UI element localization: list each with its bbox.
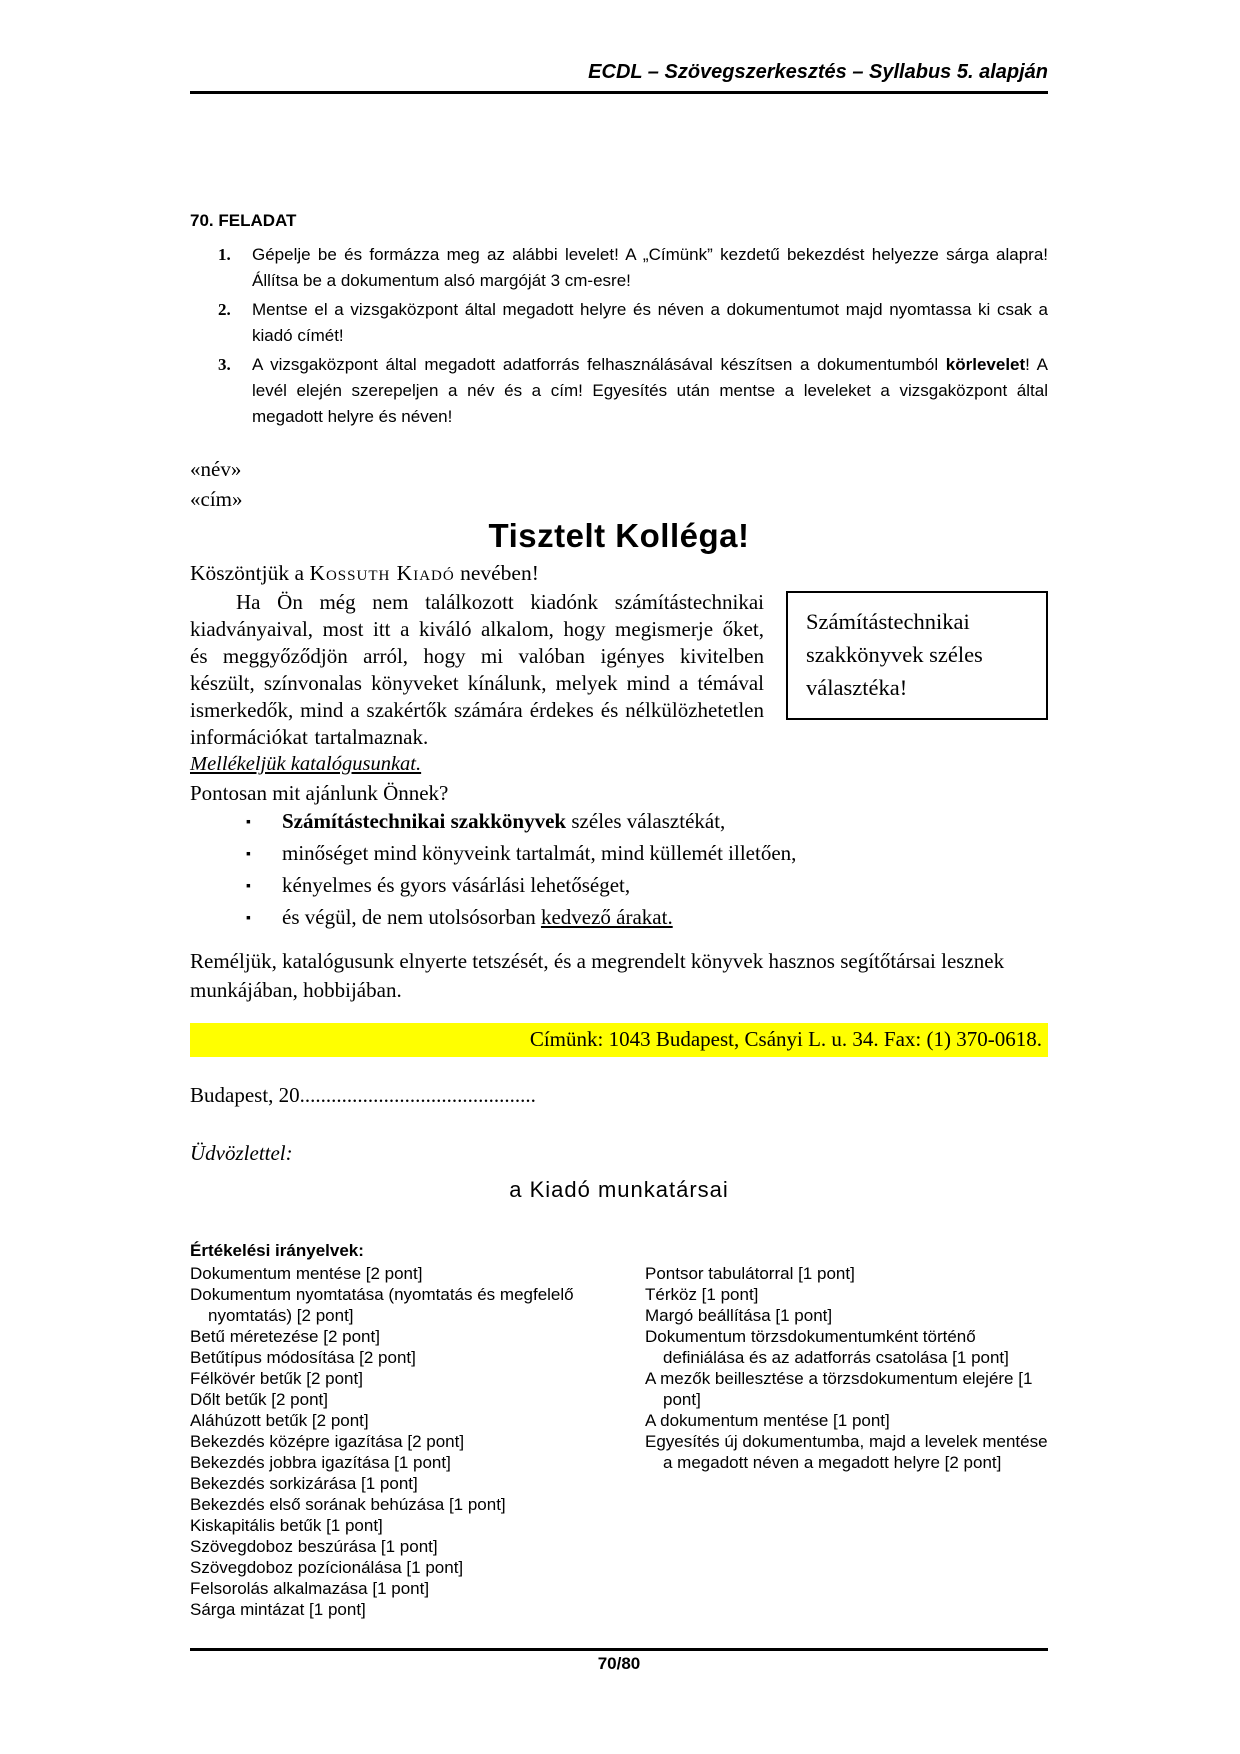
offer-item-text	[282, 841, 796, 865]
greeting-pre: Köszöntjük a	[190, 561, 310, 585]
document-content	[190, 110, 1048, 1620]
page-number: 70/80	[597, 1654, 641, 1673]
evaluation-item: Pontsor tabulátorral [1 pont]	[645, 1264, 855, 1283]
offer-item	[190, 808, 1048, 835]
evaluation-item: Bekezdés jobbra igazítása [1 pont]	[190, 1453, 451, 1472]
task-item-number: 3.	[218, 355, 231, 374]
evaluation-heading: Értékelési irányelvek:	[190, 1241, 364, 1260]
evaluation-item: Szövegdoboz beszúrása [1 pont]	[190, 1537, 438, 1556]
evaluation-item: Dőlt betűk [2 pont]	[190, 1390, 328, 1409]
offer-text-pre: kényelmes és gyors vásárlási lehetőséget,	[282, 873, 631, 897]
evaluation-item: Bekezdés első sorának behúzása [1 pont]	[190, 1495, 506, 1514]
offer-text-pre: és végül, de nem utolsósorban	[282, 905, 541, 929]
task-item-number: 2.	[218, 300, 231, 319]
offer-item	[190, 872, 1048, 899]
closing-paragraph: Reméljük, katalógusunk elnyerte tetszését, és a megrendelt könyvek hasznos segítőtársai lesznek munkájában, hobbijában.	[190, 949, 1005, 1002]
evaluation-item: Dokumentum mentése [2 pont]	[190, 1264, 423, 1283]
evaluation-column-left	[190, 1263, 625, 1620]
square-bullet-icon: ▪	[246, 879, 251, 894]
square-bullet-icon: ▪	[246, 911, 251, 926]
offer-text-bold: Számítástechnikai szakkönyvek	[282, 809, 567, 833]
evaluation-item: Betű méretezése [2 pont]	[190, 1327, 380, 1346]
task-item-text	[252, 300, 1048, 345]
task-text-pre: Mentse el a vizsgaközpont által megadott helyre és néven a dokumentumot majd nyomtassa ki csak a kiadó címét!	[252, 300, 1048, 345]
offer-item-text	[282, 809, 725, 833]
task-text-post: ! A levél elején szerepeljen a név és a cím! Egyesítés után mentse a leveleket a vizsgaközpont által megadott helyre és néven!	[252, 355, 1048, 426]
letter-body	[190, 589, 1048, 751]
task-text-pre: Gépelje be és formázza meg az alábbi levelet! A „Címünk” kezdetű bekezdést helyezze sárga alapra! Állítsa be a dokumentum alsó margóját 3 cm-esre!	[252, 245, 1048, 290]
evaluation-item: Dokumentum nyomtatása (nyomtatás és megfelelő nyomtatás) [2 pont]	[190, 1285, 574, 1325]
task-item	[190, 242, 1048, 294]
evaluation-item: Félkövér betűk [2 pont]	[190, 1369, 363, 1388]
offer-item-text	[282, 905, 673, 929]
body-paragraph: Ha Ön még nem találkozott kiadónk számítástechnikai kiadványaival, most itt a kiváló alkalom, hogy megismerje őket, és meggyőződjön arról, hogy mi valóban igényes kivitelben készült, színvonalas könyveket kínálunk, melyek mind a témával ismerkedők, mind a szakértők számára érdekes és nélkülözhetetlen információkat tartalmaznak.	[190, 590, 764, 749]
evaluation-item: Szövegdoboz pozícionálása [1 pont]	[190, 1558, 464, 1577]
evaluation-item: Dokumentum törzsdokumentumként történő definiálása és az adatforrás csatolása [1 pont]	[645, 1327, 1009, 1367]
offer-text-rest: széles választékát,	[566, 809, 726, 833]
evaluation-item: Betűtípus módosítása [2 pont]	[190, 1348, 416, 1367]
evaluation-column-right	[645, 1263, 1048, 1620]
square-bullet-icon: ▪	[246, 815, 251, 830]
task-item	[190, 297, 1048, 349]
evaluation-item: Margó beállítása [1 pont]	[645, 1306, 833, 1325]
evaluation-item: A mezők beillesztése a törzsdokumentum elejére [1 pont]	[645, 1369, 1033, 1409]
evaluation-item: Aláhúzott betűk [2 pont]	[190, 1411, 369, 1430]
task-item-number: 1.	[218, 245, 231, 264]
greeting-post: nevében!	[454, 561, 539, 585]
greeting-line	[190, 558, 1048, 588]
evaluation-section	[190, 1239, 1048, 1620]
evaluation-item: Bekezdés sorkizárása [1 pont]	[190, 1474, 418, 1493]
offer-list	[190, 808, 1048, 931]
address-highlight-bar: Címünk: 1043 Budapest, Csányi L. u. 34. Fax: (1) 370-0618.	[190, 1023, 1048, 1057]
attachment-note: Mellékeljük katalógusunkat.	[190, 753, 422, 775]
task-text-bold: körlevelet	[945, 355, 1026, 374]
date-line: Budapest, 20.............................................	[190, 1083, 536, 1107]
promo-textbox: Számítástechnikai szakkönyvek széles választéka!	[786, 591, 1048, 720]
evaluation-item: Sárga mintázat [1 pont]	[190, 1600, 366, 1619]
signer-line: a Kiadó munkatársai	[509, 1177, 729, 1202]
header-title: ECDL – Szövegszerkesztés – Syllabus 5. alapján	[588, 61, 1048, 83]
valediction: Üdvözlettel:	[190, 1141, 293, 1165]
task-heading: 70. FELADAT	[190, 211, 297, 230]
evaluation-item: Bekezdés középre igazítása [2 pont]	[190, 1432, 465, 1451]
merge-fields	[190, 454, 1048, 514]
evaluation-item: Felsorolás alkalmazása [1 pont]	[190, 1579, 430, 1598]
task-text-pre: A vizsgaközpont által megadott adatforrás felhasználásával készítsen a dokumentumból	[252, 355, 946, 374]
merge-field: «cím»	[190, 487, 243, 511]
task-list	[190, 242, 1048, 430]
offer-item	[190, 840, 1048, 867]
evaluation-item: Térköz [1 pont]	[645, 1285, 759, 1304]
evaluation-item: Kiskapitális betűk [1 pont]	[190, 1516, 383, 1535]
task-item-text	[252, 245, 1048, 290]
evaluation-columns	[190, 1263, 1048, 1620]
letter-title: Tisztelt Kolléga!	[488, 517, 750, 554]
evaluation-item: Egyesítés új dokumentumba, majd a levelek mentése a megadott néven a megadott helyre [2 pont]	[645, 1432, 1048, 1472]
offer-text-underlined: kedvező árakat.	[540, 905, 673, 929]
square-bullet-icon: ▪	[246, 847, 251, 862]
offer-item	[190, 904, 1048, 931]
task-item	[190, 352, 1048, 430]
page-footer	[190, 1648, 1048, 1675]
evaluation-item: A dokumentum mentése [1 pont]	[645, 1411, 890, 1430]
page-header	[190, 60, 1048, 94]
footer-divider	[190, 1648, 1048, 1651]
task-item-text	[252, 355, 1048, 426]
offer-item-text	[282, 873, 630, 897]
question-line: Pontosan mit ajánlunk Önnek?	[190, 781, 449, 805]
merge-field: «név»	[190, 457, 242, 481]
offer-text-pre: minőséget mind könyveink tartalmát, mind küllemét illetően,	[282, 841, 797, 865]
publisher-name: Kossuth Kiadó	[309, 561, 455, 585]
